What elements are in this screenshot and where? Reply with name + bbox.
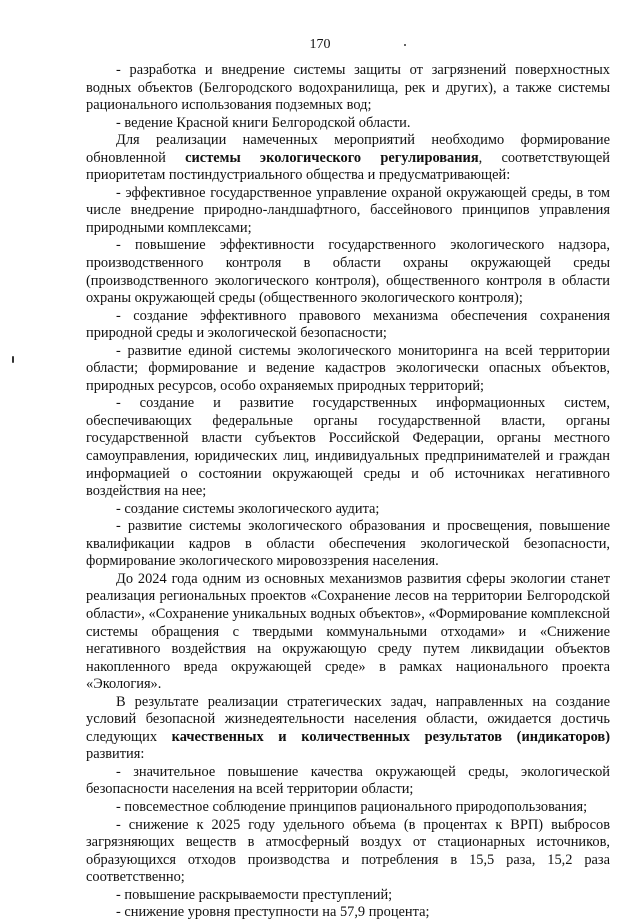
body-text xyxy=(86,62,610,922)
scan-speck xyxy=(12,356,14,363)
paragraph: До 2024 года одним из основных механизмов развития сферы экологии станет реализация региональных проектов «Сохранение лесов на территории Белгородской области», «Сохранение уникальных водных объектов», «Формирование комплексной системы обращения с твердыми коммунальными отходами» и «Снижение негативного воздействия на окружающую среду путем ликвидации объектов накопленного вреда окружающей среде» в рамках национального проекта «Экология». xyxy=(86,570,610,693)
paragraph: - эффективное государственное управление охраной окружающей среды, в том числе внедрение природно-ландшафтного, бассейнового принципов управления природными комплексами; xyxy=(86,184,610,236)
paragraph: - создание системы экологического аудита; xyxy=(116,500,380,517)
scan-speck xyxy=(404,44,406,46)
paragraph: - значительное повышение качества окружающей среды, экологической безопасности населения на всей территории области; xyxy=(86,763,610,798)
paragraph: - развитие единой системы экологического мониторинга на всей территории области; формирование и ведение кадастров экологически опасных объектов, природных ресурсов, особо охраняемых природных территорий; xyxy=(86,342,610,394)
paragraph: - создание эффективного правового механизма обеспечения сохранения природной среды и экологической безопасности; xyxy=(86,307,610,342)
bold-phrase: качественных и количественных результатов (индикаторов) xyxy=(171,728,610,745)
page-number: 170 xyxy=(309,37,331,52)
paragraph: - повышение эффективности государственного экологического надзора, производственного контроля в области охраны окружающей среды (производственного экологического контроля), общественного контроля в области охраны окружающей среды (общественного экологического контроля); xyxy=(86,237,610,307)
paragraph: - повсеместное соблюдение принципов рационального природопользования; xyxy=(116,798,588,815)
paragraph: - разработка и внедрение системы защиты от загрязнений поверхностных водных объектов (Белгородского водохранилища, рек и других), а также системы рационального использования подземных вод; xyxy=(86,62,610,114)
paragraph: - снижение к 2025 году удельного объема (в процентах к ВРП) выбросов загрязняющих веществ в атмосферный воздух от стационарных источников, образующихся отходов производства и потребления в 15,5 раза, 15,2 раза соответственно; xyxy=(86,816,610,886)
paragraph: В результате реализации стратегических задач, направленных на создание условий безопасной жизнедеятельности населения области, ожидается достичь следующих качественных и количественных результатов (индикаторов) развития: xyxy=(86,693,610,763)
paragraph: - повышение раскрываемости преступлений; xyxy=(116,886,393,903)
paragraph: - развитие системы экологического образования и просвещения, повышение квалификации кадров в области обеспечения экологической безопасности, формирование экологического мировоззрения населения. xyxy=(86,518,610,570)
bold-phrase: системы экологического регулирования xyxy=(185,149,479,166)
paragraph: - снижение уровня преступности на 57,9 процента; xyxy=(116,904,430,921)
paragraph: - создание и развитие государственных информационных систем, обеспечивающих федеральные органы государственной власти, органы государственной власти субъектов Российской Федерации, органы местного самоуправления, юридических лиц, индивидуальных предпринимателей и граждан информацией о состоянии окружающей среды и об источниках негативного воздействия на нее; xyxy=(86,395,610,500)
paragraph: - ведение Красной книги Белгородской области. xyxy=(116,114,411,131)
paragraph: Для реализации намеченных мероприятий необходимо формирование обновленной системы экологического регулирования, соответствующей приоритетам постиндустриального общества и предусматривающей: xyxy=(86,132,610,184)
